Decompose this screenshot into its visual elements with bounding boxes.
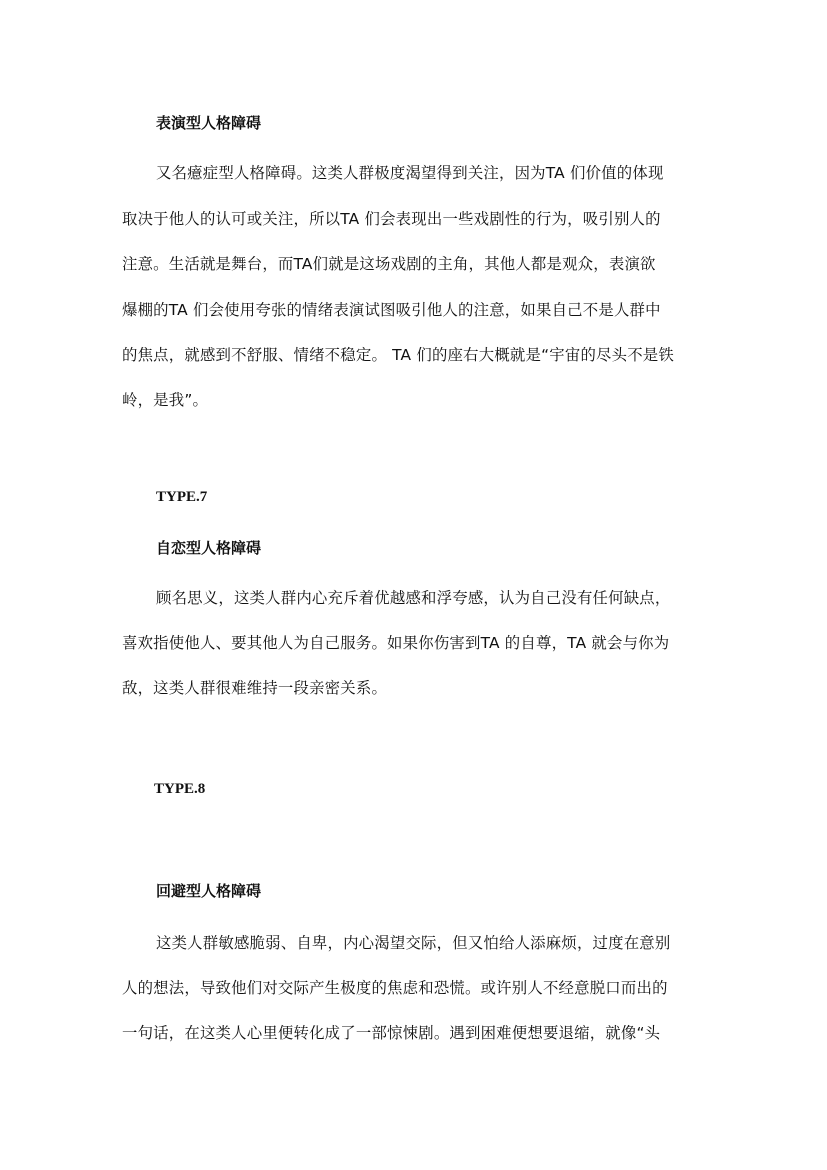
paragraph-line: 敌，这类人群很难维持一段亲密关系。 <box>122 679 388 697</box>
paragraph-line: 注意。生活就是舞台，而TA们就是这场戏剧的主角，其他人都是观众，表演欲 <box>122 255 656 273</box>
paragraph-line: 取决于他人的认可或关注，所以TA 们会表现出一些戏剧性的行为，吸引别人的 <box>122 210 661 228</box>
paragraph-line: 喜欢指使他人、要其他人为自己服务。如果你伤害到TA 的自尊，TA 就会与你为 <box>122 634 670 652</box>
paragraph-line: 一句话，在这类人心里便转化成了一部惊悚剧。遇到困难便想要退缩，就像“头 <box>122 1024 661 1042</box>
paragraph-line: 人的想法，导致他们对交际产生极度的焦虑和恐慌。或许别人不经意脱口而出的 <box>122 979 668 997</box>
type-label-7: TYPE.7 <box>156 489 208 505</box>
paragraph-line: 爆棚的TA 们会使用夸张的情绪表演试图吸引他人的注意，如果自己不是人群中 <box>122 301 661 319</box>
section-title-histrionic: 表演型人格障碍 <box>156 114 262 132</box>
paragraph-line: 的焦点，就感到不舒服、情绪不稳定。 TA 们的座右大概就是“宇宙的尽头不是铁 <box>122 346 674 364</box>
paragraph-line: 岭，是我”。 <box>122 391 209 409</box>
section-title-avoidant: 回避型人格障碍 <box>156 882 262 900</box>
paragraph-line: 又名癔症型人格障碍。这类人群极度渴望得到关注，因为TA 们价值的体现 <box>156 164 664 182</box>
section-title-narcissistic: 自恋型人格障碍 <box>156 539 262 557</box>
paragraph-line: 这类人群敏感脆弱、自卑，内心渴望交际，但又怕给人添麻烦，过度在意别 <box>156 934 671 952</box>
paragraph-line: 顾名思义，这类人群内心充斥着优越感和浮夸感，认为自己没有任何缺点， <box>156 589 671 607</box>
type-label-8: TYPE.8 <box>154 781 206 797</box>
